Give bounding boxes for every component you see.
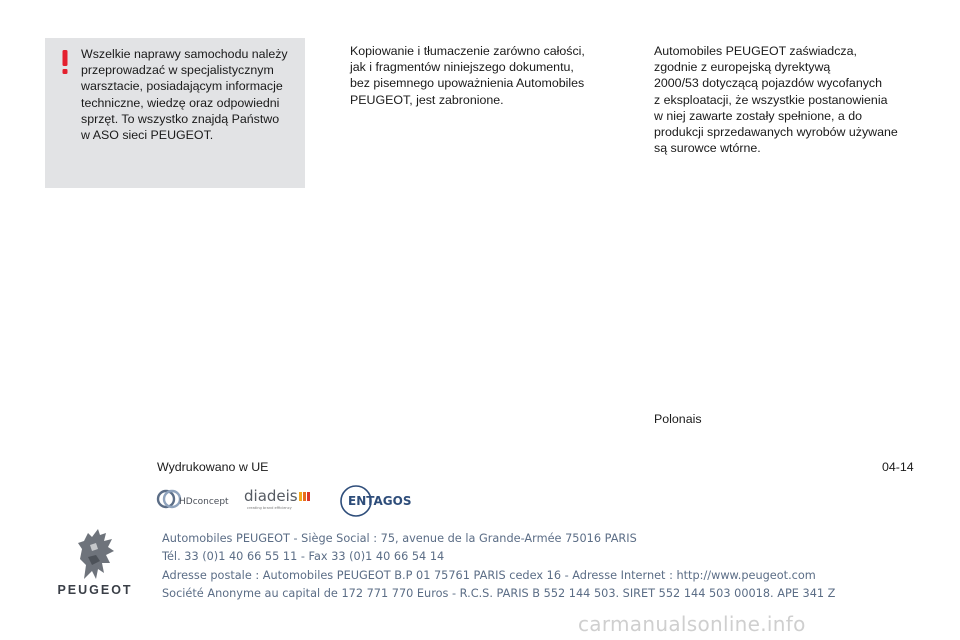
diadeis-tagline: creating brand efficiency	[247, 506, 292, 510]
document-code: 04-14	[882, 460, 914, 474]
copyright-notice: Kopiowanie i tłumaczenie zarówno całości, jak i fragmentów niniejszego dokumentu, bez pisemnego upoważnienia Automobiles PEUGEOT, jest zabronione.	[350, 44, 585, 107]
exclamation-icon	[59, 50, 71, 74]
diadeis-logo-text: diadeis	[244, 487, 298, 505]
watermark: carmanualsonline.info	[578, 612, 806, 636]
warning-text: Wszelkie naprawy samochodu należy przeprowadzać w specjalistycznym warsztacie, posiadającym informacje techniczne, wiedzę oraz odpowiedni sprzęt. To wszystko znajdą Państwo w ASO sieci PEUGEOT.	[81, 47, 288, 143]
diadeis-logo	[243, 484, 323, 518]
printed-in-label: Wydrukowano w UE	[157, 460, 269, 474]
peugeot-wordmark: PEUGEOT	[57, 583, 133, 597]
peugeot-brand-logo	[44, 525, 146, 597]
entagos-logo	[339, 484, 423, 518]
footer-line: Société Anonyme au capital de 172 771 770 Euros - R.C.S. PARIS B 552 144 503. SIRET 552 144 503 00018. APE 341 Z	[162, 586, 836, 600]
hdconcept-logo	[155, 484, 229, 518]
footer-line: Automobiles PEUGEOT - Siège Social : 75, avenue de la Grande-Armée 75016 PARIS	[162, 532, 637, 545]
warning-box	[45, 38, 305, 188]
partner-logos	[155, 484, 425, 518]
language-label: Polonais	[654, 412, 702, 426]
entagos-logo-text: ENTAGOS	[348, 494, 412, 508]
directive-notice: Automobiles PEUGEOT zaświadcza, zgodnie z europejską dyrektywą 2000/53 dotyczącą pojazdów wycofanych z eksploatacji, że wszystkie postanowienia w niej zawarte zostały spełnione, a do produkcji sprzedawanych wyrobów używane są surowce wtórne.	[654, 44, 898, 156]
lion-icon	[70, 525, 120, 581]
company-footer	[162, 530, 922, 603]
footer-line: Tél. 33 (0)1 40 66 55 11 - Fax 33 (0)1 40 66 54 14	[162, 550, 445, 564]
hdconcept-logo-text: HDconcept	[179, 497, 229, 507]
footer-line: Adresse postale : Automobiles PEUGEOT B.P 01 75761 PARIS cedex 16 - Adresse Internet : http://www.peugeot.com	[162, 568, 816, 582]
